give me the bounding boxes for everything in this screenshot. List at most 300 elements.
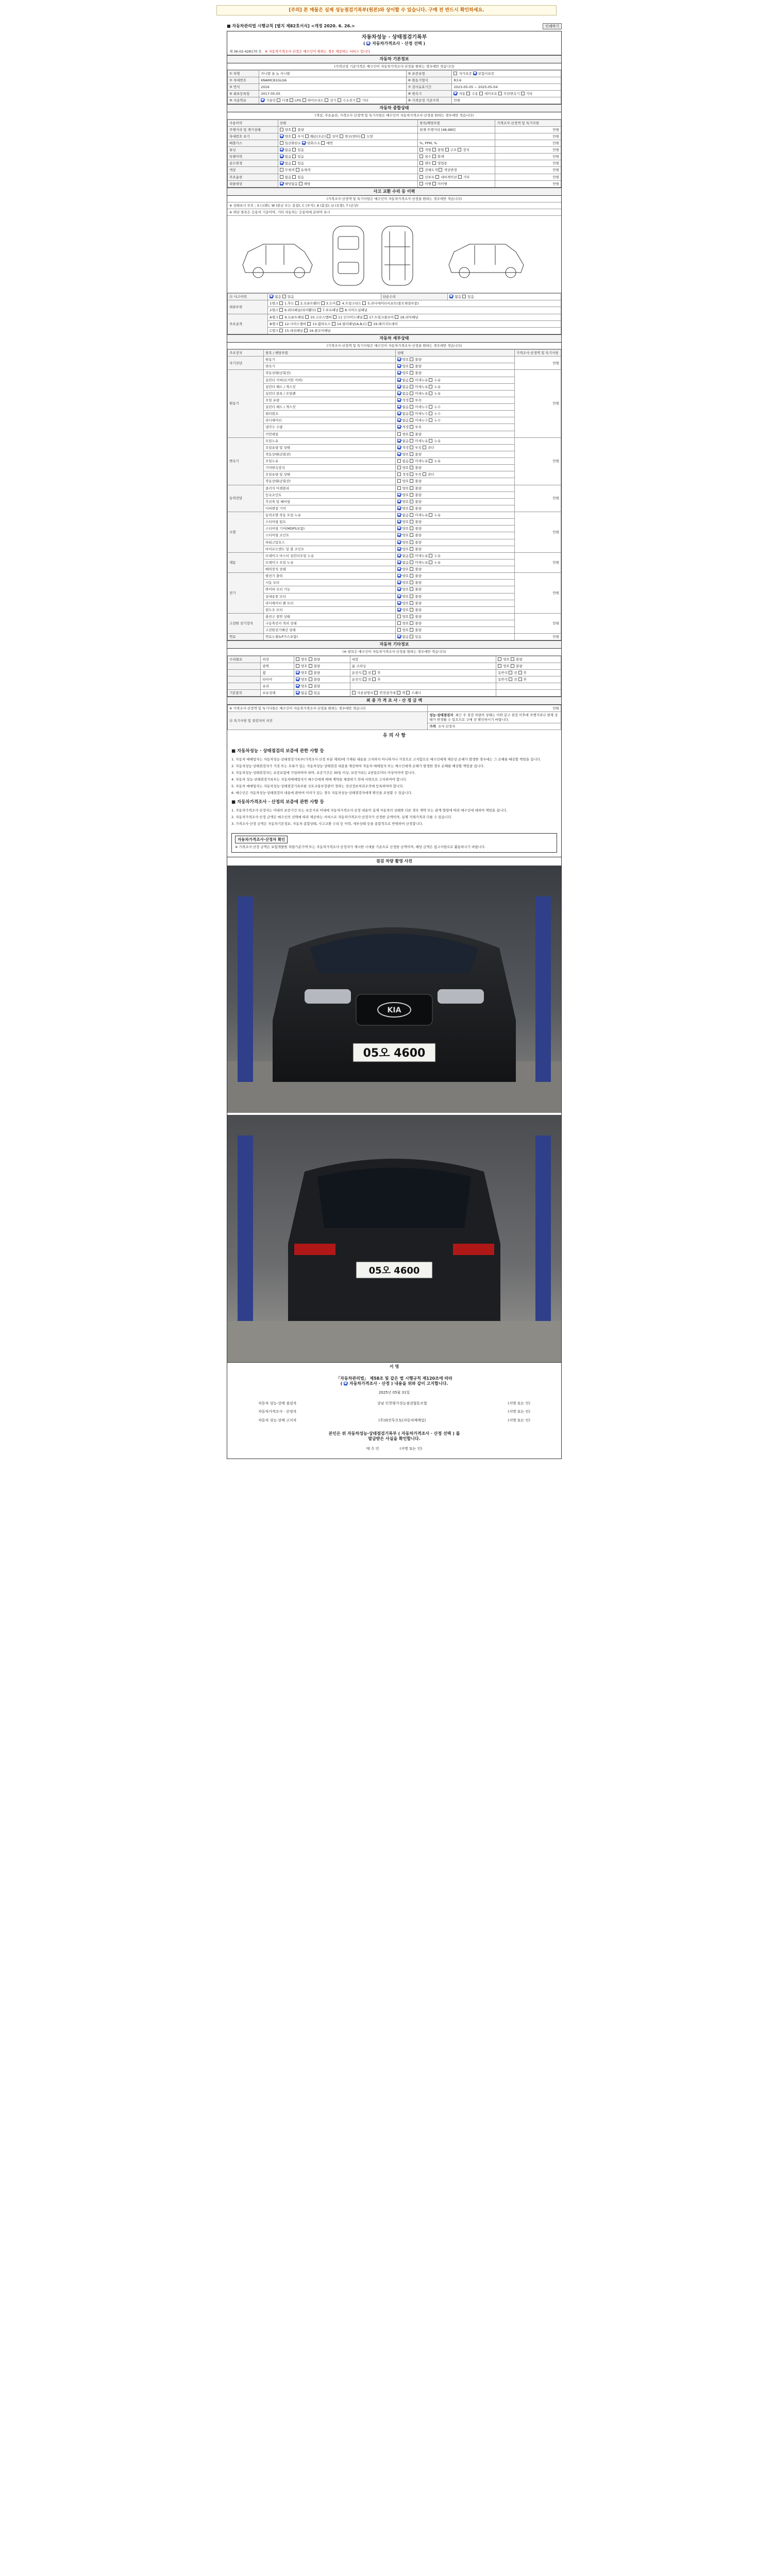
checkbox-empty-icon [290,98,293,102]
detail-group: 자기진단 [228,357,264,370]
options-cell: 동반석 전 후 [496,669,561,676]
accident-label: ⑪ 사고이력 [228,294,268,300]
checkbox-checked-icon [280,161,283,165]
checkbox-empty-icon [429,554,432,557]
options-cell: 유리 [261,683,294,690]
checkbox-empty-icon [445,148,449,151]
detail-price: 만원 [515,573,561,614]
options-cell: 휠 [261,669,294,676]
checkbox-empty-icon [307,322,311,326]
checkbox-empty-icon [364,315,367,319]
detail-price: 만원 [515,357,561,370]
detail-status: 양호 불량 [395,363,514,370]
options-cell: 운전석 전 후 [350,676,496,683]
detail-col-header: 상태 [395,350,514,357]
options-cell: 없음 있음 [294,690,350,697]
detail-part: 파워고압호스 [264,539,396,546]
basic-value: 2017-05-05 [259,91,406,97]
checkbox-empty-icon [372,677,376,681]
detail-status: 없음 미세누유 누유 [395,552,514,559]
print-button[interactable]: 인쇄하기 [543,23,562,30]
struct-row [228,314,561,320]
detail-group: 고전원 전기장치 [228,613,264,633]
checkbox-empty-icon [429,561,432,564]
detail-table [227,349,561,640]
options-row [228,683,561,690]
detail-status: 적정 부족 [395,424,514,431]
checkbox-empty-icon [419,168,423,172]
checkbox-empty-icon [406,691,410,694]
overall-row [228,160,561,167]
signer-row [227,1399,561,1408]
overall-item: 주행거리 및 계기상태 [228,126,278,133]
overall-col-header: 항목/해당부품 [418,120,495,126]
detail-status: 양호 불량 [395,566,514,573]
options-cell [228,676,261,683]
detail-row [228,526,561,532]
front-photo-svg [227,866,561,1113]
document-number: 제 36-02-428170 호 [229,49,262,54]
checkbox-empty-icon [338,98,341,102]
checkbox-checked-icon [280,134,283,138]
checkbox-empty-icon [292,161,296,165]
checkbox-checked-icon [296,684,299,688]
detail-status: 양호 불량 [395,357,514,363]
signer-name: (주)와인투오토(자동차매매업) [378,1418,426,1423]
photos-title: 점검 차량 촬영 사진 [227,857,561,866]
rear-photo-svg [227,1115,561,1362]
checkbox-empty-icon [466,92,470,95]
overall-status: 없음 있음 [278,147,418,154]
checkbox-empty-icon [410,466,413,469]
checkbox-empty-icon [292,148,296,151]
struct-rank-b: B랭크 12.사이드멤버 13.휠하우스 14.필러패널(A,B,C) 19.패키지트레이 [268,320,561,327]
detail-status: 없음 미세누유 누유 [395,512,514,519]
options-row [228,690,561,697]
checkbox-empty-icon [423,472,426,476]
basic-label: ⑧ 변속기 [406,91,452,97]
checkbox-empty-icon [303,98,306,102]
price-service-warning: ※ 자동차가격조사·산정은 매수인이 원하는 경우 제공하는 서비스 입니다 [264,49,371,54]
overall-price: 만원 [495,147,561,154]
overall-row [228,140,561,146]
checkbox-checked-icon [397,439,401,443]
detail-part: 충전구 절연 상태 [264,613,396,620]
checkbox-empty-icon [397,691,400,694]
frame-row [228,300,561,307]
checkbox-checked-icon [397,412,401,415]
detail-row [228,593,561,600]
detail-row [228,492,561,498]
overall-table [227,120,561,188]
checkbox-empty-icon [395,315,398,319]
checkbox-empty-icon [410,425,413,429]
detail-row [228,424,561,431]
checkbox-empty-icon [280,175,283,179]
basic-value: R3.6 [452,77,561,83]
detail-status: 양호 불량 [395,492,514,498]
options-cell: 양호 불량 [294,676,350,683]
checkbox-empty-icon [432,148,436,151]
basic-value: 카니발 올 뉴 카니발 [259,70,406,77]
detail-part: 라디에이터 팬 모터 [264,600,396,606]
checkbox-empty-icon [279,308,283,312]
options-cell [496,683,561,690]
options-cell: 양호 불량 [294,683,350,690]
checkbox-empty-icon [292,128,296,131]
overall-part: 선루프 네비게이션 기타 [418,174,495,180]
overall-price: 만원 [495,154,561,160]
checkbox-empty-icon [282,295,286,298]
checkbox-empty-icon [397,628,401,632]
basic-row [228,70,561,77]
terms-title: 유 의 사 항 [382,733,406,738]
detail-row [228,559,561,566]
options-cell [228,663,261,669]
detail-status: 없음 미세누유 누유 [395,377,514,383]
options-cell: 운전석 전 후 [350,669,496,676]
signer-sign: (서명 또는 인) [508,1418,530,1423]
overall-item: 색상 [228,167,278,174]
main-title: 자동차성능 · 상태점검기록부 [361,35,427,40]
checkbox-checked-icon [397,500,401,503]
overall-part: 현재 주행거리 [48,985] [418,126,495,133]
options-cell [496,690,561,697]
detail-row [228,546,561,552]
overall-price: 만원 [495,140,561,146]
checkbox-empty-icon [352,691,356,694]
terms-paragraph: 5. 자동차 매매업자는 자동차성능·상태점검기록부를 국토교통부장관이 정하는 전산정보처리조직에 등록하여야 합니다. [231,784,404,789]
checkbox-empty-icon [410,547,413,551]
detail-group: 동력전달 [228,485,264,512]
detail-group: 변속기 [228,437,264,485]
basic-row [228,97,561,104]
checkbox-empty-icon [279,301,283,305]
special-price-value: 조사·산정자 [438,724,456,728]
detail-status: 적정 부족 과다 [395,471,514,478]
checkbox-empty-icon [410,364,413,368]
license-plate-rear: 05오 4600 [368,1265,420,1276]
checkbox-checked-icon [397,493,401,497]
detail-row [228,606,561,613]
accident-value: 없음 있음 [268,294,381,300]
checkbox-checked-icon [397,520,401,523]
detail-part: 실린더 헤드 / 개스킷 [264,383,396,390]
checkbox-empty-icon [363,677,366,681]
detail-col-header: 가격조사·산정액 및 특기사항 [515,350,561,357]
checkbox-empty-icon [410,635,413,638]
detail-status: 양호 불량 [395,586,514,593]
checkbox-empty-icon [458,175,462,179]
main-subtitle: ( 자동차가격조사 · 산정 선택 ) [363,41,426,46]
detail-part: 동력조향 작동 오일 누유 [264,512,396,519]
sign-statement-2: ( 자동차가격조사 · 산정 ) 내용을 위와 같이 고지합니다. [340,1381,448,1386]
checkbox-checked-icon [397,547,401,551]
overall-price: 만원 [495,174,561,180]
detail-group: 조향 [228,512,264,553]
overall-status: 없음 있음 [278,154,418,160]
checkbox-empty-icon [410,533,413,537]
checkbox-empty-icon [309,691,312,694]
checkbox-checked-icon [397,405,401,409]
checkbox-empty-icon [397,615,401,618]
checkbox-checked-icon [296,671,299,674]
terms-paragraph: 3. 가격조사·산정 금액은 자동차기본정보, 자동차 종합상태, 사고교환 수리 등 이력, 세부상태 등을 종합적으로 반영하여 산정합니다. [231,821,423,826]
options-row [228,656,561,663]
checkbox-empty-icon [309,664,312,668]
signer-role: 자동차 성능·상태 점검자 [258,1401,297,1405]
checkbox-checked-icon [397,601,401,605]
signer-role: 자동차 성능·상태 고지자 [258,1418,297,1423]
detail-row [228,478,561,485]
checkbox-empty-icon [410,615,413,618]
car-diagram-svg [227,216,561,293]
checkbox-empty-icon [429,418,432,422]
sign-block [227,1371,561,1459]
checkbox-empty-icon [304,329,308,332]
signer-row [227,1416,561,1425]
section-overall-title: 자동차 종합상태 [227,104,561,112]
detail-row [228,444,561,451]
accident-table [227,293,561,334]
checkbox-empty-icon [410,432,413,436]
checkbox-empty-icon [397,621,401,625]
detail-part: 실린더 블록 / 오일팬 [264,390,396,397]
basic-value: 자동 수동 세미오토 무단변속기 기타 [452,91,561,97]
checkbox-empty-icon [419,148,423,151]
overall-item: 리콜대상 [228,180,278,187]
checkbox-empty-icon [410,385,413,388]
checkbox-checked-icon [296,691,299,694]
checkbox-empty-icon [292,155,296,158]
detail-row [228,539,561,546]
checkbox-empty-icon [509,677,512,681]
detail-row [228,451,561,457]
overall-row [228,167,561,174]
terms-heading-1: ■ 자동차성능 · 상태점검의 보증에 관한 사항 등 [231,749,324,754]
checkbox-empty-icon [423,446,426,449]
frame-rank-2: 2랭크 6.쿼터패널(리어휀더) 7.루프패널 8.사이드실패널 [268,307,561,314]
special-inspector-value: 최근 주 점검 차량의 상태는 이와 같고 점검 이후에 주행거리나 현재 상태가 변경될 수 있으므로 구매 전 확인하시기 바랍니다. [429,713,558,722]
section-options-sub: (※ 항목은 매수인이 자동차가격조사·산정을 원하는 경우에만 적습니다) [227,649,561,655]
checkbox-empty-icon [521,92,525,95]
simple-repair-label: 단순수리 [381,294,448,300]
checkbox-empty-icon [292,134,296,138]
detail-part: 실내송풍 모터 [264,593,396,600]
detail-status: 없음 미세누유 누유 [395,383,514,390]
price-confirm-title: 자동차가격조사·산정자 확인 [235,836,288,843]
checkbox-checked-icon [270,295,273,298]
checkbox-empty-icon [410,621,413,625]
checkbox-checked-icon [397,567,401,571]
detail-price: 만원 [515,613,561,633]
checkbox-empty-icon [368,322,372,326]
detail-status: 없음 미세누수 누수 [395,417,514,424]
detail-status: 없음 미세누수 누수 [395,411,514,417]
checkbox-checked-icon [397,527,401,530]
detail-part: 등속조인트 [264,492,396,498]
detail-part: 오일누유 [264,437,396,444]
options-row [228,663,561,669]
detail-group: 제동 [228,552,264,572]
detail-part: 실린더 커버(로커암 커버) [264,377,396,383]
checkbox-empty-icon [410,513,413,517]
detail-status: 양호 불량 [395,606,514,613]
checkbox-empty-icon [498,657,501,661]
overall-status: 해당없음 해당 [278,180,418,187]
terms-body [227,742,561,831]
detail-price: 만원 [515,370,561,437]
detail-status: 양호 불량 [395,451,514,457]
basic-label: ② 차대번호 [228,77,259,83]
detail-part: 커먼레일 [264,431,396,437]
detail-row [228,586,561,593]
checkbox-empty-icon [429,513,432,517]
checkbox-empty-icon [279,315,283,319]
checkbox-empty-icon [429,459,432,463]
detail-row [228,627,561,634]
checkbox-checked-icon [397,385,401,388]
overall-part: 렌트 영업용 [418,160,495,167]
checkbox-empty-icon [374,691,378,694]
overall-part: 적법 불법 구조 장치 [418,147,495,154]
detail-row [228,613,561,620]
checkbox-empty-icon [280,128,283,131]
overall-price: 만원 [495,133,561,140]
checkbox-checked-icon [397,608,401,612]
detail-part: 냉각수 수량 [264,424,396,431]
checkbox-empty-icon [410,452,413,456]
basic-value: 만원 [452,97,561,104]
checkbox-checked-icon [397,574,401,578]
detail-part: 워터펌프 [264,411,396,417]
checkbox-empty-icon [410,554,413,557]
accident-legend: ※ 상태표시 부호 : X (교환), W (판금 또는 용접), C (부식), A (흠집), U (요철), T (손상) [227,202,561,209]
checkbox-checked-icon [397,418,401,422]
detail-row [228,485,561,492]
checkbox-checked-icon [366,42,370,45]
terms-paragraph: 1. 자동차 매매업자는 자동차성능·상태점검기록부(가격조사·산정 부분 제외)에 기재된 내용을 고지하지 아니하거나 거짓으로 고지함으로 매수인에게 재산상 손해가 발생한 경우에는 그 손해를 배상할 책임을 집니다. [231,757,541,762]
options-cell: 양호 불량 [294,656,350,663]
checkbox-empty-icon [325,98,328,102]
detail-status: 없음 미세누수 누수 [395,404,514,411]
checkbox-empty-icon [363,671,366,674]
section-price-title: 최 종 가 격 조 사 · 산 정 금 액 [227,697,561,705]
checkbox-checked-icon [280,148,283,151]
basic-label: ⑩ 가격산정 기준가격 [406,97,452,104]
overall-col-header: 상태 [278,120,418,126]
basic-label: ⑤ 보증유형 [406,70,452,77]
detail-row [228,370,561,377]
price-confirm-text: ※ 가격조사·산정 금액은 보험개발원 차량기준가액 또는 자동차가격조사·산정자가 제시한 시세를 기준으로 산정한 금액이며, 해당 금액은 참고사항으로 활용하시기 바랍니다. [235,845,486,850]
checkbox-empty-icon [462,295,466,298]
checkbox-empty-icon [277,98,280,102]
options-cell: 수리필요 [228,656,261,663]
notice-banner: [주의] 본 매물은 실제 성능점검기록부(원본)와 상이할 수 있습니다. 구매 전 반드시 확인하세요. [216,5,557,15]
checkbox-checked-icon [280,155,283,158]
detail-status: 적정 부족 과다 [395,444,514,451]
checkbox-checked-icon [397,364,401,368]
detail-row [228,404,561,411]
detail-row [228,417,561,424]
section-basic-title: 자동차 기본정보 [227,55,561,63]
detail-status: 양호 불량 [395,600,514,606]
detail-part: 오일 유량 [264,397,396,403]
checkbox-empty-icon [511,657,514,661]
basic-row [228,77,561,83]
accident-legend-2: ※ 하단 항목은 승용차 기준이며, 기타 자동차는 승용차에 준하여 표시 [227,209,561,216]
overall-price: 만원 [495,126,561,133]
receiver-label: 매 수 인 [366,1446,379,1451]
detail-row [228,390,561,397]
overall-status: 무채색 유채색 [278,167,418,174]
sign-date: 2025년 05월 31일 [378,1390,410,1395]
signer-name: 강남 인천평가성능점검협동조합 [377,1401,427,1405]
receiver-row [227,1445,561,1453]
options-cell: 사용설명서 안전삼각대 잭 스패너 [350,690,496,697]
checkbox-empty-icon [410,446,413,449]
detail-price: 만원 [515,485,561,512]
checkbox-empty-icon [410,595,413,598]
checkbox-checked-icon [449,295,453,298]
checkbox-empty-icon [498,664,501,668]
overall-row [228,133,561,140]
simple-repair-value: 없음 있음 [448,294,561,300]
checkbox-empty-icon [432,161,436,165]
options-cell: 보유상태 [261,690,294,697]
checkbox-empty-icon [397,472,401,476]
detail-row [228,431,561,437]
overall-row [228,126,561,133]
vehicle-rear-photo [227,1115,561,1362]
checkbox-empty-icon [410,398,413,402]
detail-row [228,357,561,363]
terms-paragraph: 3. 자동차성능·상태점검자는 보증보험에 가입하여야 하며, 보증기간은 30일 이상, 보증거리는 2천킬로미터 이상이어야 합니다. [231,771,416,775]
basic-value: 2023-05-05 ~ 2025-05-04 [452,84,561,91]
detail-row [228,437,561,444]
overall-col-header: 사용이력 [228,120,278,126]
checkbox-empty-icon [410,527,413,530]
detail-status: 양호 불량 [395,580,514,586]
overall-part [418,133,495,140]
section-basic-sub: (가격산정 기준가격은 매수인이 자동차가격조사·산정을 원하는 경우에만 적습니다) [227,63,561,70]
checkbox-empty-icon [410,439,413,443]
document-number-line [227,48,561,55]
price-table [227,705,561,730]
detail-part: 브레이크 오일 누유 [264,559,396,566]
checkbox-empty-icon [429,378,432,382]
section-accident-sub: (가격조사·산정액 및 특기사항은 매수인이 자동차가격조사·산정을 원하는 경우에만 적습니다) [227,196,561,202]
checkbox-empty-icon [410,581,413,584]
detail-row [228,552,561,559]
detail-group: 연료 [228,634,264,640]
detail-status: 양호 불량 [395,498,514,505]
checkbox-empty-icon [296,664,299,668]
checkbox-empty-icon [479,92,483,95]
checkbox-empty-icon [397,466,401,469]
checkbox-empty-icon [410,459,413,463]
detail-status: 없음 미세누유 누유 [395,458,514,465]
section-detail-title: 자동차 세부상태 [227,334,561,343]
overall-item: 배출가스 [228,140,278,146]
detail-part: 브레이크 마스터 실린더오일 누유 [264,552,396,559]
frame-title: 외판부위 [228,300,268,314]
detail-status: 양호 불량 [395,539,514,546]
checkbox-empty-icon [292,175,296,179]
overall-status: 양호 부식 훼손(오손) 상이 변조(변타) 도말 [278,133,418,140]
price-row [228,705,561,712]
detail-part: 실린더 헤드 / 개스킷 [264,404,396,411]
